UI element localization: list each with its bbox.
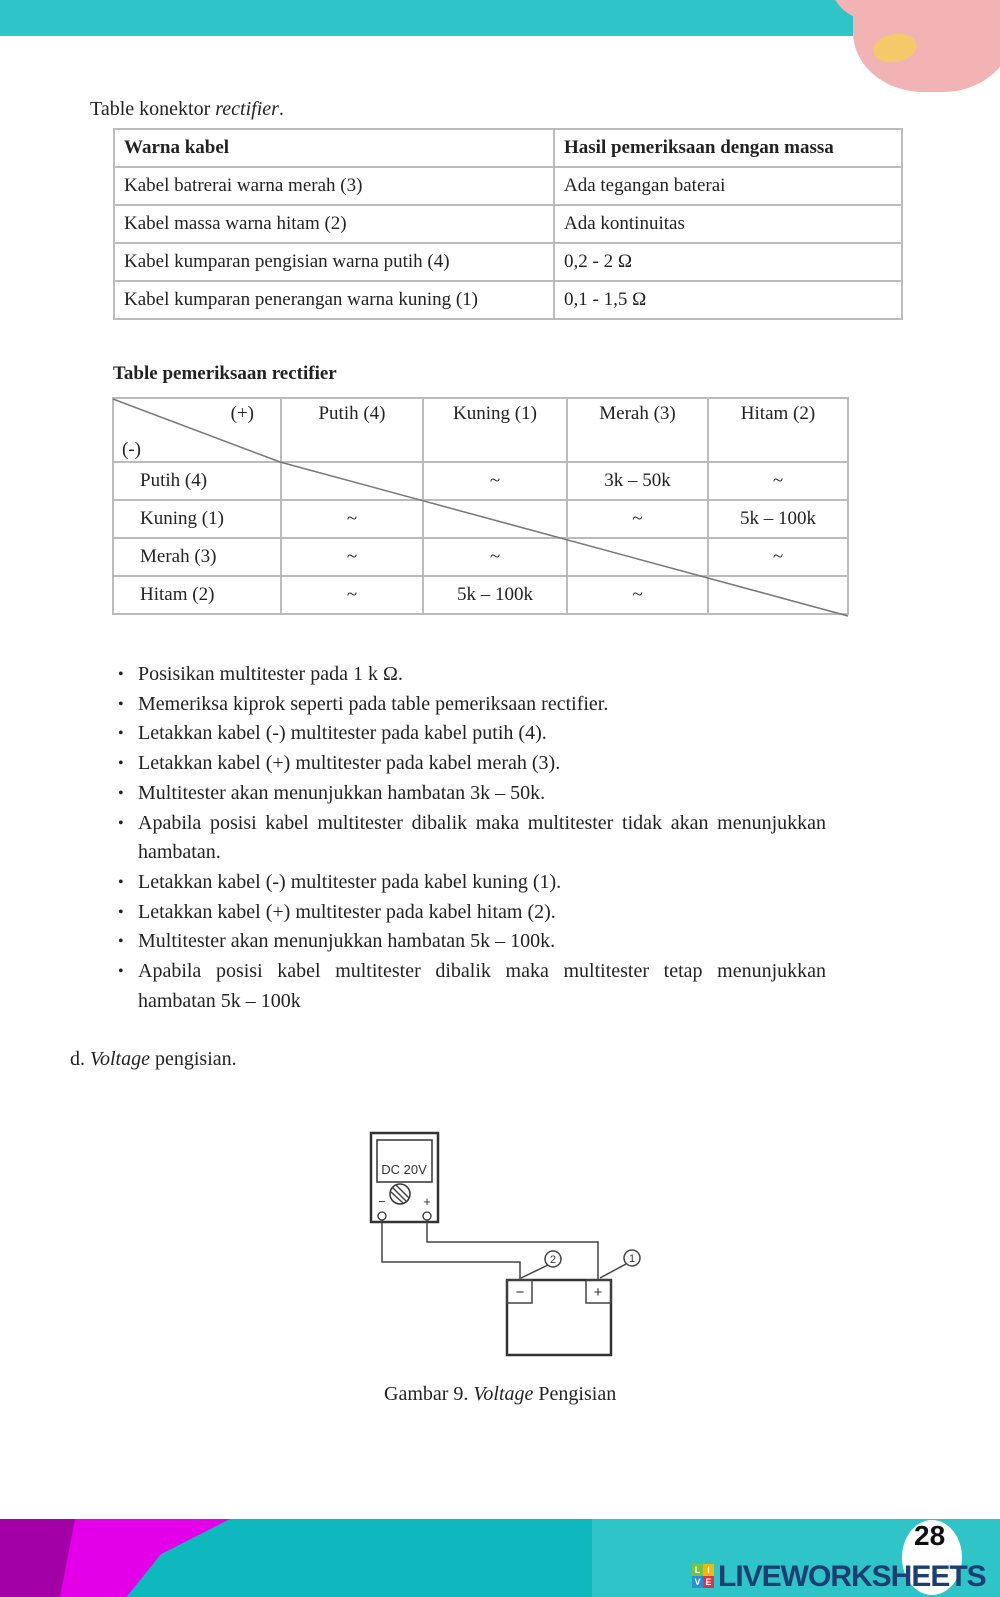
- section-rest: pengisian.: [150, 1048, 237, 1070]
- logo-letter: V: [692, 1576, 703, 1588]
- list-item: • Posisikan multitester pada 1 k Ω.: [118, 660, 826, 690]
- row-header: Merah (3): [113, 538, 281, 576]
- callout-1: 1: [628, 1253, 636, 1265]
- table2-caption: Table pemeriksaan rectifier: [113, 363, 337, 384]
- cell: 5k – 100k: [423, 576, 567, 614]
- section-heading: [70, 1048, 237, 1071]
- row-header: Putih (4): [113, 462, 281, 500]
- figure-prefix: Gambar 9.: [384, 1383, 474, 1405]
- cell: 5k – 100k: [708, 500, 848, 538]
- cell: Kabel kumparan penerangan warna kuning (1): [114, 281, 554, 319]
- cell: 0,2 - 2 Ω: [554, 243, 902, 281]
- list-item: • Letakkan kabel (-) multitester pada kabel putih (4).: [118, 719, 826, 749]
- callout-2: 2: [549, 1254, 557, 1266]
- row-header: Kuning (1): [113, 500, 281, 538]
- logo-letter: I: [703, 1564, 714, 1576]
- cell: Ada tegangan baterai: [554, 167, 902, 205]
- cell: Kabel batrerai warna merah (3): [114, 167, 554, 205]
- figure-suffix: Pengisian: [533, 1383, 617, 1405]
- diagonal-lines: [0, 0, 1000, 700]
- cell: 0,1 - 1,5 Ω: [554, 281, 902, 319]
- list-item: • Letakkan kabel (+) multitester pada kabel hitam (2).: [118, 898, 826, 928]
- cell: Ada kontinuitas: [554, 205, 902, 243]
- section-letter: d.: [70, 1048, 90, 1070]
- header-cell: Warna kabel: [114, 129, 554, 167]
- caption-suffix: .: [278, 98, 284, 120]
- minus-label: (-): [122, 439, 141, 460]
- list-item: • Memeriksa kiprok seperti pada table pemeriksaan rectifier.: [118, 690, 826, 720]
- plus-label: (+): [230, 403, 254, 424]
- list-item: • Letakkan kabel (-) multitester pada kabel kuning (1).: [118, 868, 826, 898]
- caption-text: Table konektor: [90, 98, 216, 120]
- list-item: • Apabila posisi kabel multitester dibalik maka multitester tidak akan menunjukkan hambatan.: [118, 809, 826, 868]
- page-number: 28: [914, 1520, 946, 1551]
- cell: ~: [708, 538, 848, 576]
- header-cell: Hasil pemeriksaan dengan massa: [554, 129, 902, 167]
- caption-italic: rectifier: [215, 98, 279, 120]
- cell: Kabel kumparan pengisian warna putih (4): [114, 243, 554, 281]
- list-item: • Multitester akan menunjukkan hambatan 3k – 50k.: [118, 779, 826, 809]
- cell: ~: [281, 538, 423, 576]
- meter-range-label: DC 20V: [381, 1162, 427, 1177]
- figure-italic: Voltage: [473, 1383, 534, 1405]
- cell: 3k – 50k: [567, 462, 708, 500]
- meter-minus: −: [378, 1194, 386, 1209]
- cell: ~: [423, 462, 567, 500]
- col-header: Hitam (2): [708, 398, 848, 462]
- cell: ~: [708, 462, 848, 500]
- section-italic: Voltage: [90, 1048, 150, 1070]
- figure-caption: [384, 1383, 616, 1406]
- cell: ~: [281, 500, 423, 538]
- logo-letter: L: [692, 1564, 703, 1576]
- row-header: Hitam (2): [113, 576, 281, 614]
- logo-letter: E: [703, 1576, 714, 1588]
- col-header: Kuning (1): [423, 398, 567, 462]
- col-header: Putih (4): [281, 398, 423, 462]
- cell: ~: [567, 576, 708, 614]
- battery-plus: +: [593, 1284, 603, 1301]
- cell: ~: [423, 538, 567, 576]
- liveworksheets-brand: LIVEWORKSHEETS: [718, 1560, 986, 1593]
- col-header: Merah (3): [567, 398, 708, 462]
- cell: ~: [281, 576, 423, 614]
- list-item: • Multitester akan menunjukkan hambatan 5k – 100k.: [118, 927, 826, 957]
- cell: Kabel massa warna hitam (2): [114, 205, 554, 243]
- cell: ~: [567, 500, 708, 538]
- liveworksheets-logo-icon: [692, 1564, 714, 1588]
- list-item: • Apabila posisi kabel multitester dibalik maka multitester tetap menunjukkan hambatan 5k – 100k: [118, 957, 826, 1016]
- battery-minus: −: [515, 1284, 525, 1301]
- meter-plus: +: [423, 1194, 431, 1209]
- instruction-list: [118, 660, 826, 1016]
- voltage-diagram: [360, 1120, 660, 1360]
- list-item: • Letakkan kabel (+) multitester pada kabel merah (3).: [118, 749, 826, 779]
